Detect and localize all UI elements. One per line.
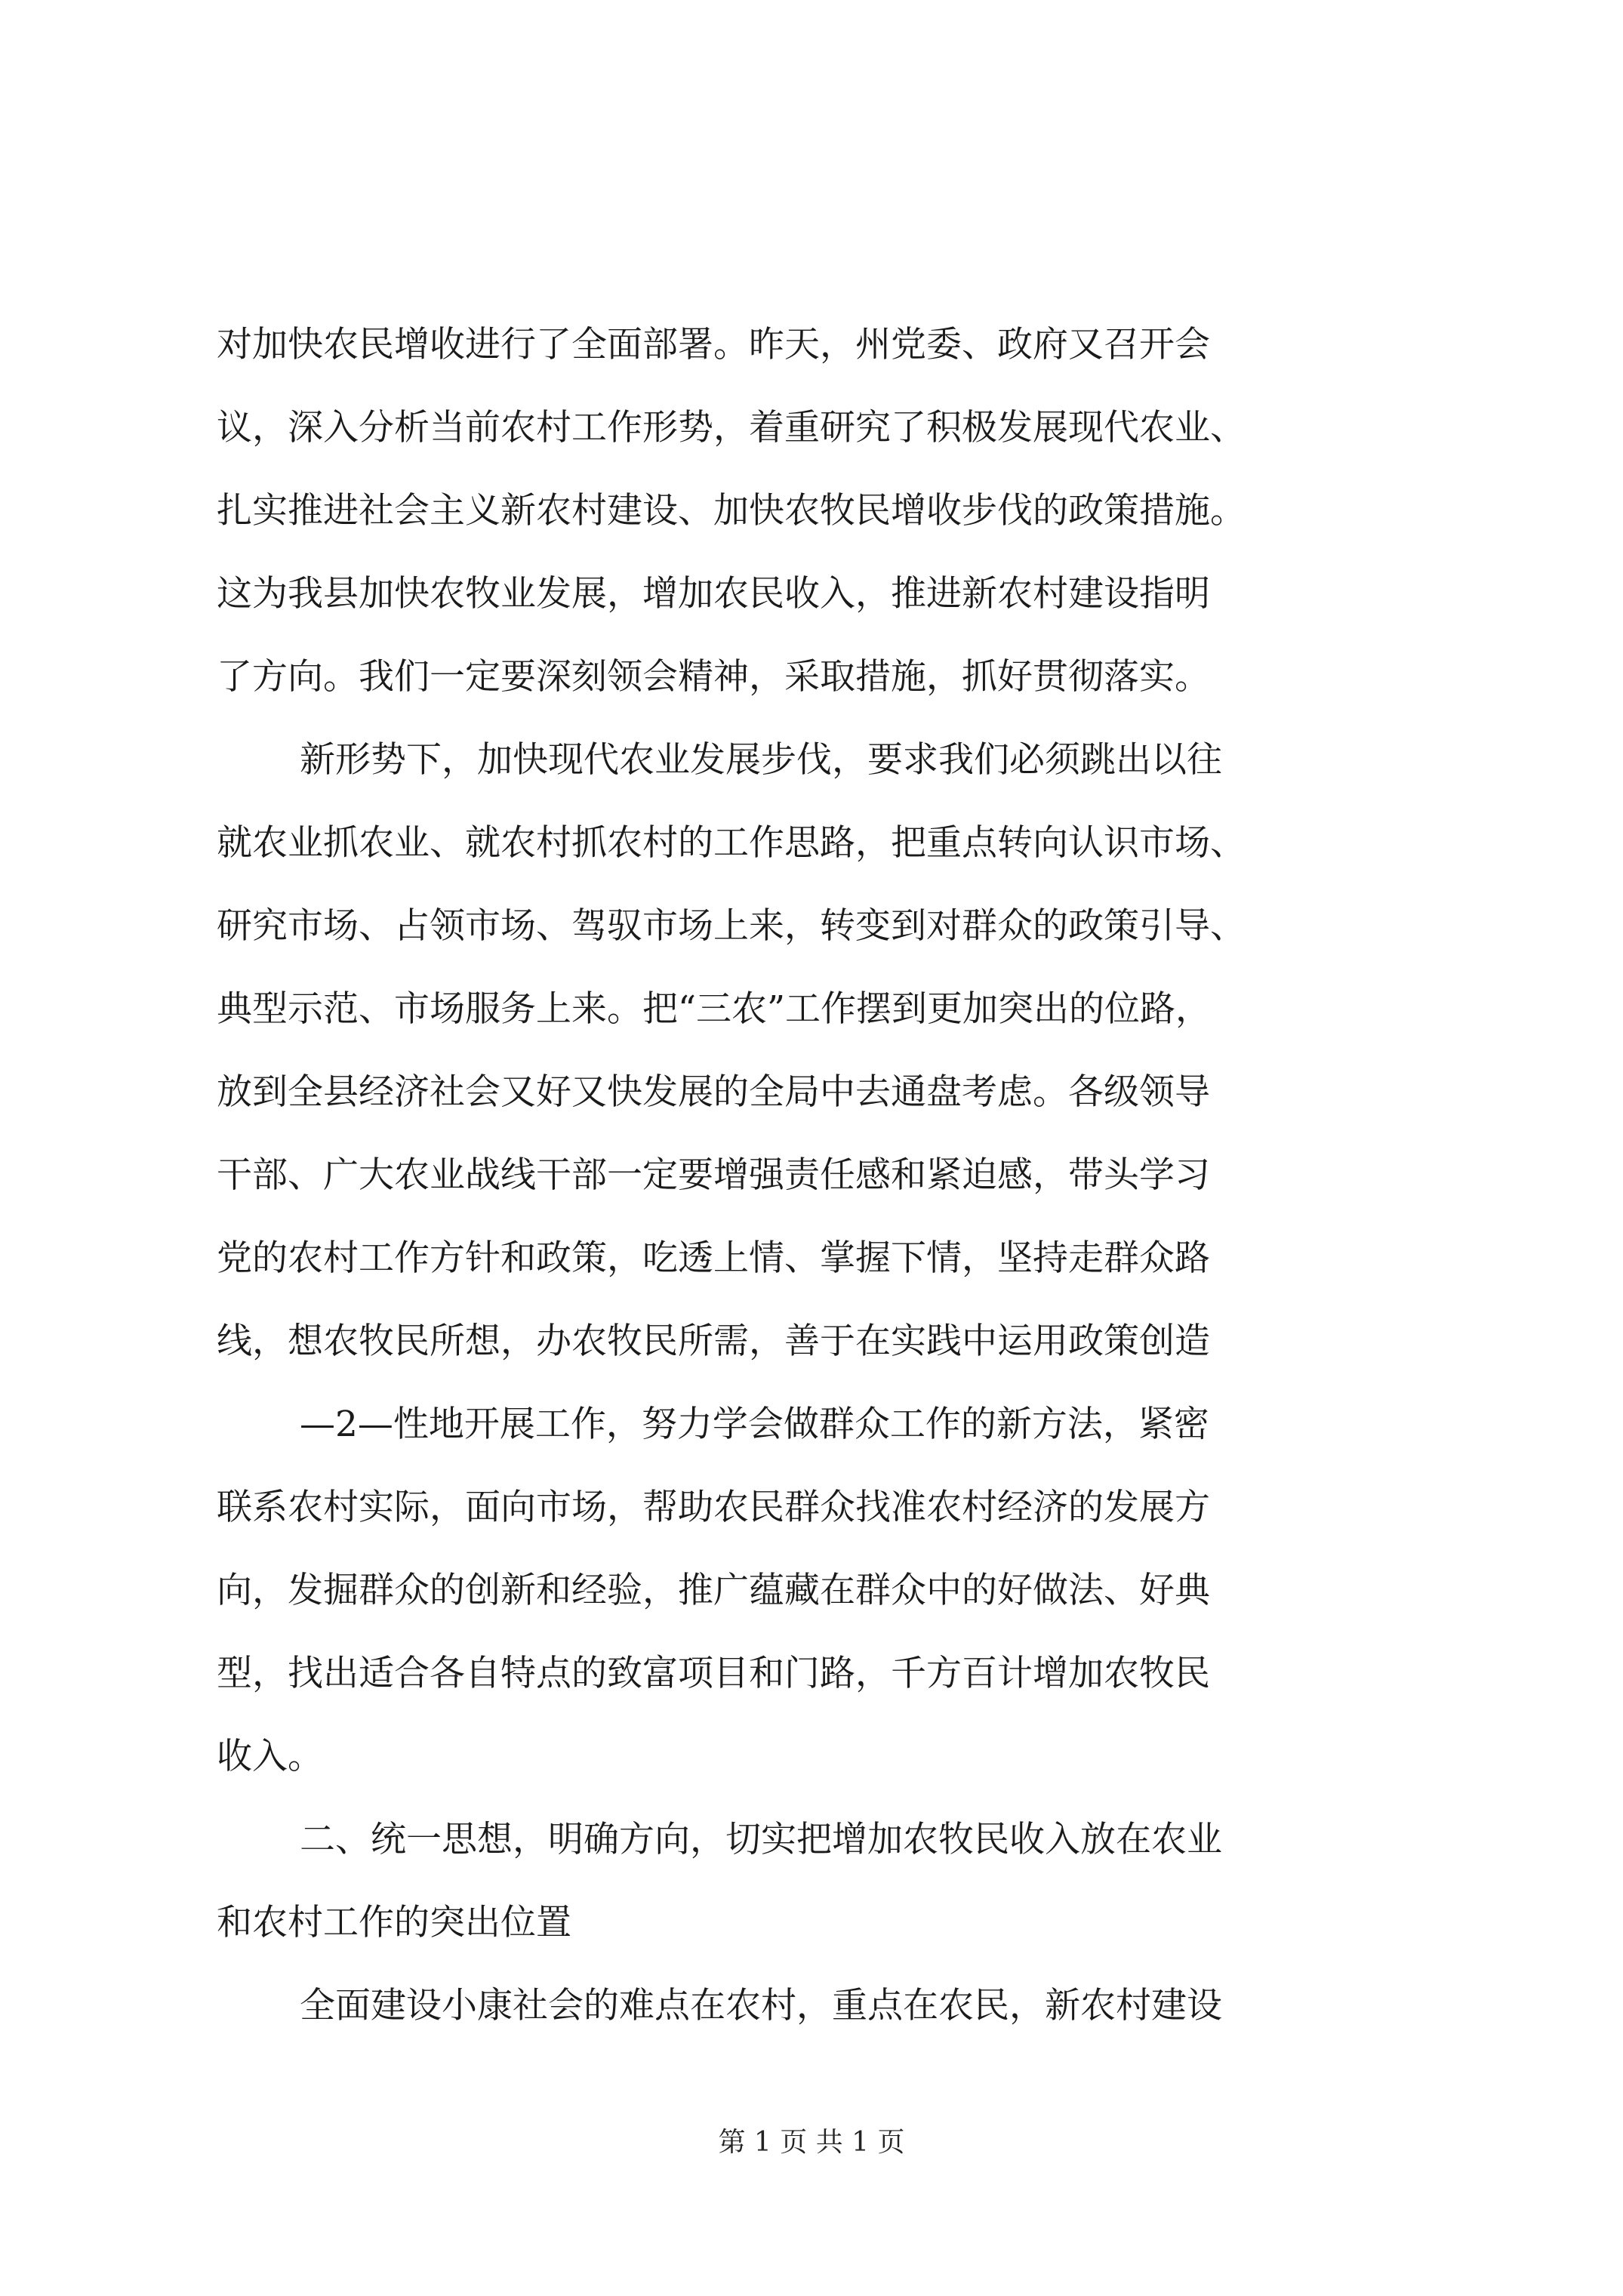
text-line: 议，深入分析当前农村工作形势，着重研究了积极发展现代农业、 — [217, 407, 1246, 448]
section-heading-line: 和农村工作的突出位置 — [217, 1902, 571, 1943]
text-line: 扎实推进社会主义新农村建设、加快农牧民增收步伐的政策措施。 — [217, 490, 1246, 532]
text-line: 研究市场、占领市场、驾驭市场上来，转变到对群众的政策引导、 — [217, 905, 1246, 947]
page-footer: 第 1 页 共 1 页 — [718, 2127, 905, 2158]
text-line: 了方向。我们一定要深刻领会精神，采取措施，抓好贯彻落实。 — [217, 656, 1210, 698]
text-line: 对加快农民增收进行了全面部署。昨天，州党委、政府又召开会 — [217, 324, 1210, 365]
text-line: 放到全县经济社会又好又快发展的全局中去通盘考虑。各级领导 — [217, 1071, 1210, 1113]
paragraph-start-line: 新形势下，加快现代农业发展步伐，要求我们必须跳出以往 — [300, 739, 1222, 781]
document-body — [217, 304, 1440, 2048]
section-heading-line: 二、统一思想，明确方向，切实把增加农牧民收入放在农业 — [300, 1819, 1222, 1860]
text-line: 线，想农牧民所想，办农牧民所需，善于在实践中运用政策创造 — [217, 1321, 1210, 1362]
text-line: 向，发掘群众的创新和经验，推广蕴藏在群众中的好做法、好典 — [217, 1570, 1210, 1611]
text-line: 党的农村工作方针和政策，吃透上情、掌握下情，坚持走群众路 — [217, 1237, 1210, 1279]
text-line-with-page-marker: —2—性地开展工作，努力学会做群众工作的新方法，紧密 — [300, 1404, 1209, 1445]
text-line: 联系农村实际，面向市场，帮助农民群众找准农村经济的发展方 — [217, 1487, 1210, 1528]
text-line: 收入。 — [217, 1736, 323, 1777]
paragraph-start-line: 全面建设小康社会的难点在农村，重点在农民，新农村建设 — [300, 1985, 1222, 2026]
text-line: 型，找出适合各自特点的致富项目和门路，千方百计增加农牧民 — [217, 1653, 1210, 1694]
text-line: 干部、广大农业战线干部一定要增强责任感和紧迫感，带头学习 — [217, 1154, 1210, 1196]
text-line: 就农业抓农业、就农村抓农村的工作思路，把重点转向认识市场、 — [217, 822, 1246, 864]
text-line: 典型示范、市场服务上来。把“三农”工作摆到更加突出的位路， — [217, 988, 1212, 1030]
text-line: 这为我县加快农牧业发展，增加农民收入，推进新农村建设指明 — [217, 573, 1210, 615]
